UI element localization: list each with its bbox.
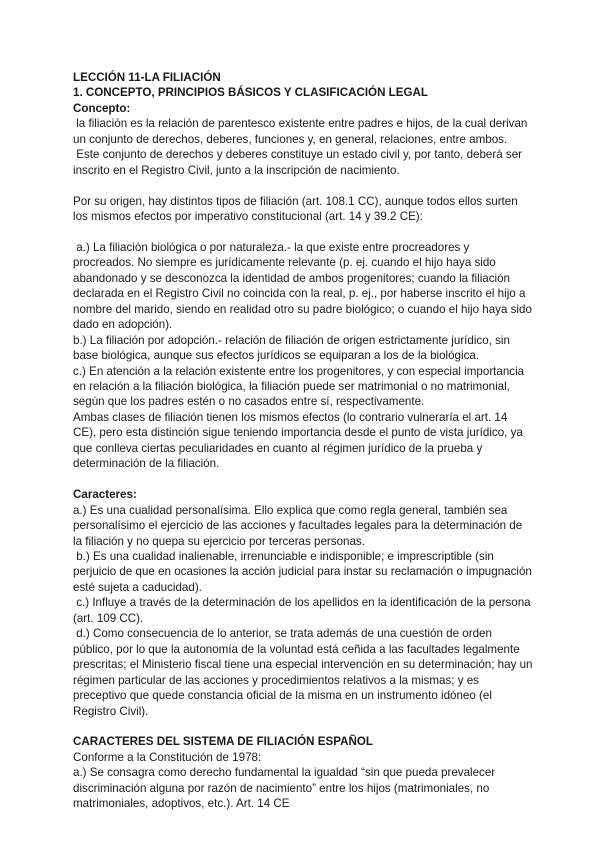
caracteres-heading: Caracteres: [73, 488, 137, 502]
both-classes-paragraph: Ambas clases de filiación tienen los mismos efectos (lo contrario vulneraría el art. 14 CE), pero esta distinción sigue teniendo importancia desde el punto de vista jurídico, ya que conlleva ciertas peculiaridades en cuanto al régimen jurídico de la prueba y determinación de la filiación. [73, 410, 527, 471]
spacer [73, 178, 533, 193]
caracter-c: c.) Influye a través de la determinación de los apellidos en la identificación de la persona (art. 109 CC). [73, 596, 534, 625]
filiation-type-b: b.) La filiación por adopción.- relación de filiación de origen estrictamente jurídico, sin base biológica, aunque sus efectos jurídicos se equiparan a los de la biológica. [73, 333, 514, 363]
origin-paragraph: Por su origen, hay distintos tipos de filiación (art. 108.1 CC), aunque todos ellos surten los mismos efectos por imperativo constitucional (art. 14 y 39.2 CE): [73, 194, 521, 224]
sistema-point-a: a.) Se consagra como derecho fundamental la igualdad “sin que pueda prevalecer discriminación alguna por razón de nacimiento” entre los hijos (matrimoniales, no matrimoniales, adoptivos, etc.). Art. 14 CE [73, 766, 499, 811]
document-page [73, 70, 536, 812]
filiation-type-a: a.) La filiación biológica o por naturaleza.- la que existe entre procreadores y procreados. No siempre es jurídicamente relevante (p. ej. cuando el hijo haya sido abandonado y se desconozca la identidad de ambos progenitores; cuando la filiación declarada en el Registro Civil no coincida con la real, p. ej., por haberse inscrito el hijo a nombre del marido, siendo en realidad otro su padre biológico; o cuando el hijo haya sido dado en adopción). [73, 240, 536, 332]
sistema-intro: Conforme a la Constitución de 1978: [73, 750, 262, 764]
spacer [73, 472, 533, 487]
filiation-type-c: c.) En atención a la relación existente entre los progenitores, y con especial importancia en relación a la filiación biológica, la filiación puede ser matrimonial o no matrimonial, según que los padres estén o no casados entre sí, respectivamente. [73, 364, 528, 409]
lesson-title: LECCIÓN 11-LA FILIACIÓN [73, 71, 221, 84]
caracter-b: b.) Es una cualidad inalienable, irrenunciable e indisponible; e imprescriptible (sin perjuicio de que en ocasiones la acción judicial para instar su reclamación o impugnación esté sujeta a caducidad). [73, 550, 536, 594]
caracter-d: d.) Como consecuencia de lo anterior, se trata además de una cuestión de orden público, por lo que la autonomía de la voluntad está ceñida a las facultades legalmente prescritas; el Ministerio fiscal tiene una especial intervención en su determinación; hay un régimen particular de las acciones y procedimientos relativos a la mismas; y es preceptivo que quede constancia oficial de la misma en un instrumento idóneo (el Registro Civil). [73, 627, 536, 718]
section-title: 1. CONCEPTO, PRINCIPIOS BÁSICOS Y CLASIFICACIÓN LEGAL [73, 86, 428, 100]
sistema-heading: CARACTERES DEL SISTEMA DE FILIACIÓN ESPAÑOL [73, 735, 373, 749]
caracter-a: a.) Es una cualidad personalísima. Ello explica que como regla general, también sea personalísimo el ejercicio de las acciones y facultades legales para la determinación de la filiación y no quepa su ejercicio por terceras personas. [73, 503, 526, 548]
concepto-paragraph-2: Este conjunto de derechos y deberes constituye un estado civil y, por tanto, deberá ser inscrito en el Registro Civil, junto a la inscripción de nacimiento. [73, 148, 526, 177]
spacer [73, 225, 533, 240]
concepto-heading: Concepto: [73, 101, 131, 115]
concepto-paragraph-1: la filiación es la relación de parentesco existente entre padres e hijos, de la cual derivan un conjunto de derechos, deberes, funciones y, en general, relaciones, entre ambos. [73, 117, 531, 146]
spacer [73, 719, 533, 734]
